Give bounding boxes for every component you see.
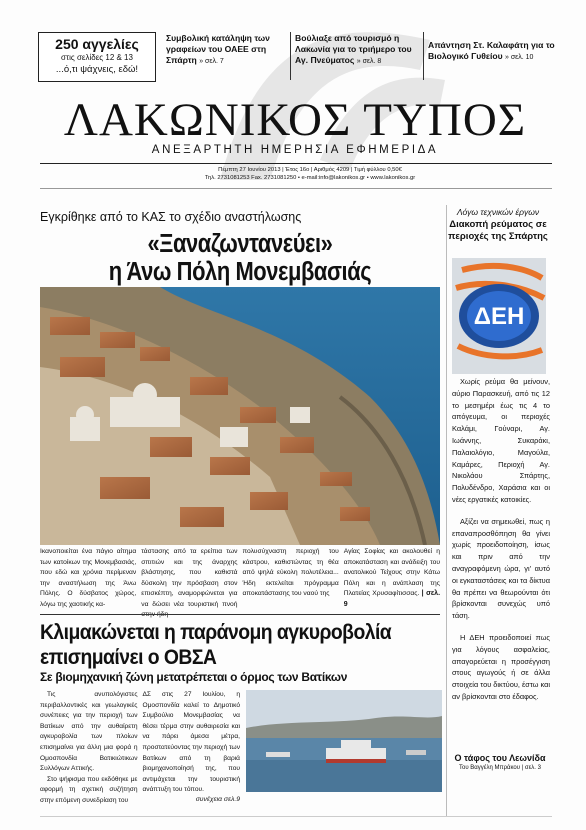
teaser-gytheio[interactable] — [428, 40, 558, 63]
lead-headline-line2: η Άνω Πόλη Μονεμβασιάς — [108, 258, 372, 286]
masthead-rule — [40, 163, 552, 164]
sidebar-footer-teaser[interactable] — [448, 753, 552, 771]
footer-author: Του Βαγγέλη Μπράκου | σελ. 3 — [459, 765, 541, 771]
continued-link[interactable]: συνέχεια σελ.9 — [195, 796, 240, 803]
classifieds-count: 250 αγγελίες — [55, 36, 139, 52]
contact-info: Τηλ. 2731081253 Fax. 2731081250 • e-mail:info@lakonikos.gr • www.lakonikos.gr — [204, 175, 416, 181]
teaser-text: Συμβολική κατάληψη των γραφείων του ΟΑΕΕ στη Σπάρτη — [166, 33, 270, 65]
teaser-ref: » σελ. 8 — [356, 58, 382, 65]
second-headline[interactable] — [40, 620, 400, 670]
teaser-ref: » σελ. 7 — [199, 58, 224, 65]
dei-logo-icon — [452, 258, 546, 374]
second-col-1 — [40, 690, 138, 807]
footer-headline: Ο τάφος του Λεωνίδα — [454, 753, 546, 763]
section-divider — [40, 614, 440, 615]
sidebar-p1: Χωρίς ρεύμα θα μείνουν, αύριο Παρασκευή, από τις 12 το μεσημέρι έως τις 4 το απόγευμα, οι περιοχές Καλάμι, Γούναρι, Αγ. Ιωάννης, Συκαράκι, Παλαιολόγιο, Μαγούλα, Καμάρες, Περιοχή Αγ. Νικολάου Σπάρτης, Πολυδένδρο, Χαράσια και οι νέες εργατικές κατοικίες. — [452, 377, 550, 504]
lead-col-1: Ικανοποιείται ένα πάγιο αίτημα των κατοίκων της Μονεμβασιάς, που εδώ και χρόνια περίμεναν την αναστήλωση της Άνω Πόλης. Ο δύσβατος χώρος, λόγω της χαοτικής κα- — [40, 548, 137, 608]
vatika-bay-photo — [246, 690, 442, 792]
teaser-ref: » σελ. 10 — [505, 54, 534, 61]
lead-col-4 — [344, 547, 440, 621]
classifieds-pages: στις σελίδες 12 & 13 — [61, 53, 133, 62]
second-col-1-p2: Στο ψήφισμα που εκδόθηκε με αφορμή τη σχετική συζήτηση στην επόμενη συνεδρίαση του — [40, 775, 138, 804]
page-bottom-rule — [40, 816, 552, 817]
masthead-rule-bottom — [40, 188, 552, 189]
second-col-2: ΔΣ στις 27 Ιουλίου, η Ομοσπονδία καλεί το Δημοτικό Συμβούλιο Μονεμβασίας να θέσει τέρμα στην αυθαιρεσία και να πάρει άμεσα μέτρα, προστατεύοντας την περιοχή των Βατίκων από τη βαριά βιομηχανοποίησή της, που αντιμάχεται την τουριστική ανάπτυξη του τόπου. — [142, 691, 240, 794]
column-divider — [446, 205, 447, 817]
masthead-subtitle: ΑΝΕΞΑΡΤΗΤΗ ΗΜΕΡΗΣΙΑ ΕΦΗΜΕΡΙΔΑ — [151, 144, 439, 156]
lead-article-body — [40, 547, 440, 621]
sidebar-kicker: Λόγω τεχνικών έργων — [456, 207, 540, 217]
teaser-divider — [423, 32, 424, 80]
teaser-text: Απάντηση Στ. Καλαφάτη για το Βιολογικό Γυθείου — [428, 40, 555, 61]
lead-col-4-text: Αγίας Σοφίας και ακολουθεί η αποκατάσταση και ανάδειξη του ανατολικού Τείχους στην Κάτω Πόλη και η ανάπλαση της Πλατείας Χρυσαφίτισσας. — [343, 548, 440, 597]
second-headline-line1: Κλιμακώνεται η παράνομη αγκυροβολία — [40, 620, 392, 644]
second-subhead: Σε βιομηχανική ζώνη μετατρέπεται ο όρμος των Βατίκων — [40, 670, 348, 684]
issue-info: Πέμπτη 27 Ιουνίου 2013 | Έτος 16ο | Αριθμός 4209 | Τιμή φύλλου 0,50€ — [218, 167, 402, 173]
sidebar-p2: Αξίζει να σημειωθεί, πως η επαναπροσθόπηση θα γίνει χωρίς προειδοποίηση, ίσως και πριν από την αναγραφόμενη ώρα, γι' αυτό οι εγκαταστάσεις και τα δίκτυα θα πρέπει να θεωρούνται ότι βρίσκονται συνεχώς υπό τάση. — [452, 516, 550, 621]
teaser-divider — [290, 32, 291, 80]
lead-col-3: πολυσύχναστη περιοχή του κάστρου, καθιστώντας τη θέα από ψηλά εύκολη πολυτέλεια... Ήδη εκτελείται πρόγραμμα αποκατάστασης του ναού της — [242, 548, 339, 597]
second-article-body — [40, 690, 240, 807]
dateline — [160, 166, 460, 182]
teaser-oaee[interactable] — [166, 33, 286, 67]
second-col-1-p1: Τις ανυπολόγιστες περιβαλλοντικές και γεωλογικές συνέπειες για την περιοχή των Βατίκων από την αυθαίρετη αγκυροβολία των πλοίων επισημαίνει για άλλη μια φορά η Ομοσπονδία Βατικιώτικων Συλλόγων Αττικής. — [40, 691, 138, 773]
lead-kicker: Εγκρίθηκε από το ΚΑΣ το σχέδιο αναστήλωσης — [40, 210, 302, 224]
teaser-text: Βούλιαξε από τουρισμό η Λακωνία για το τριήμερο του Αγ. Πνεύματος — [295, 33, 412, 65]
dei-logo-text: ΔΕΗ — [473, 303, 525, 330]
classifieds-box[interactable] — [38, 32, 156, 82]
sidebar-p3: Η ΔΕΗ προειδοποιεί πως για λόγους ασφαλείας, απαγορεύεται η προσέγγιση στους αγωγούς ή σε άλλα στοιχεία του δικτύου, έστω και αν βρίσκονται στο έδαφος. — [452, 632, 550, 701]
monemvasia-photo — [40, 287, 440, 545]
lead-col-2: τάστασης από τα ερείπια των σπιτιών και της άναρχης βλάστησης, που καθιστά δύσκολη την πρόσβαση στον επισκέπτη, αναμορφώνεται για να δώσει νέα τουριστική πνοή — [141, 548, 238, 608]
masthead-title: ΛΑΚΩΝΙΚΟΣ ΤΥΠΟΣ — [63, 94, 527, 146]
classifieds-slogan: ...ό,τι ψάχνεις, εδώ! — [55, 64, 139, 75]
sidebar-headline[interactable]: Διακοπή ρεύματος σε περιοχές της Σπάρτης — [448, 219, 548, 242]
lead-headline-line1: «Ξαναζωντανεύει» — [147, 230, 333, 258]
lead-page-ref[interactable]: | σελ. 9 — [343, 590, 441, 608]
lead-headline[interactable] — [68, 230, 412, 286]
second-headline-line2: επισημαίνει ο ΟΒΣΑ — [40, 645, 217, 669]
sidebar-article-body — [452, 376, 550, 713]
teaser-tourism[interactable] — [295, 33, 420, 67]
